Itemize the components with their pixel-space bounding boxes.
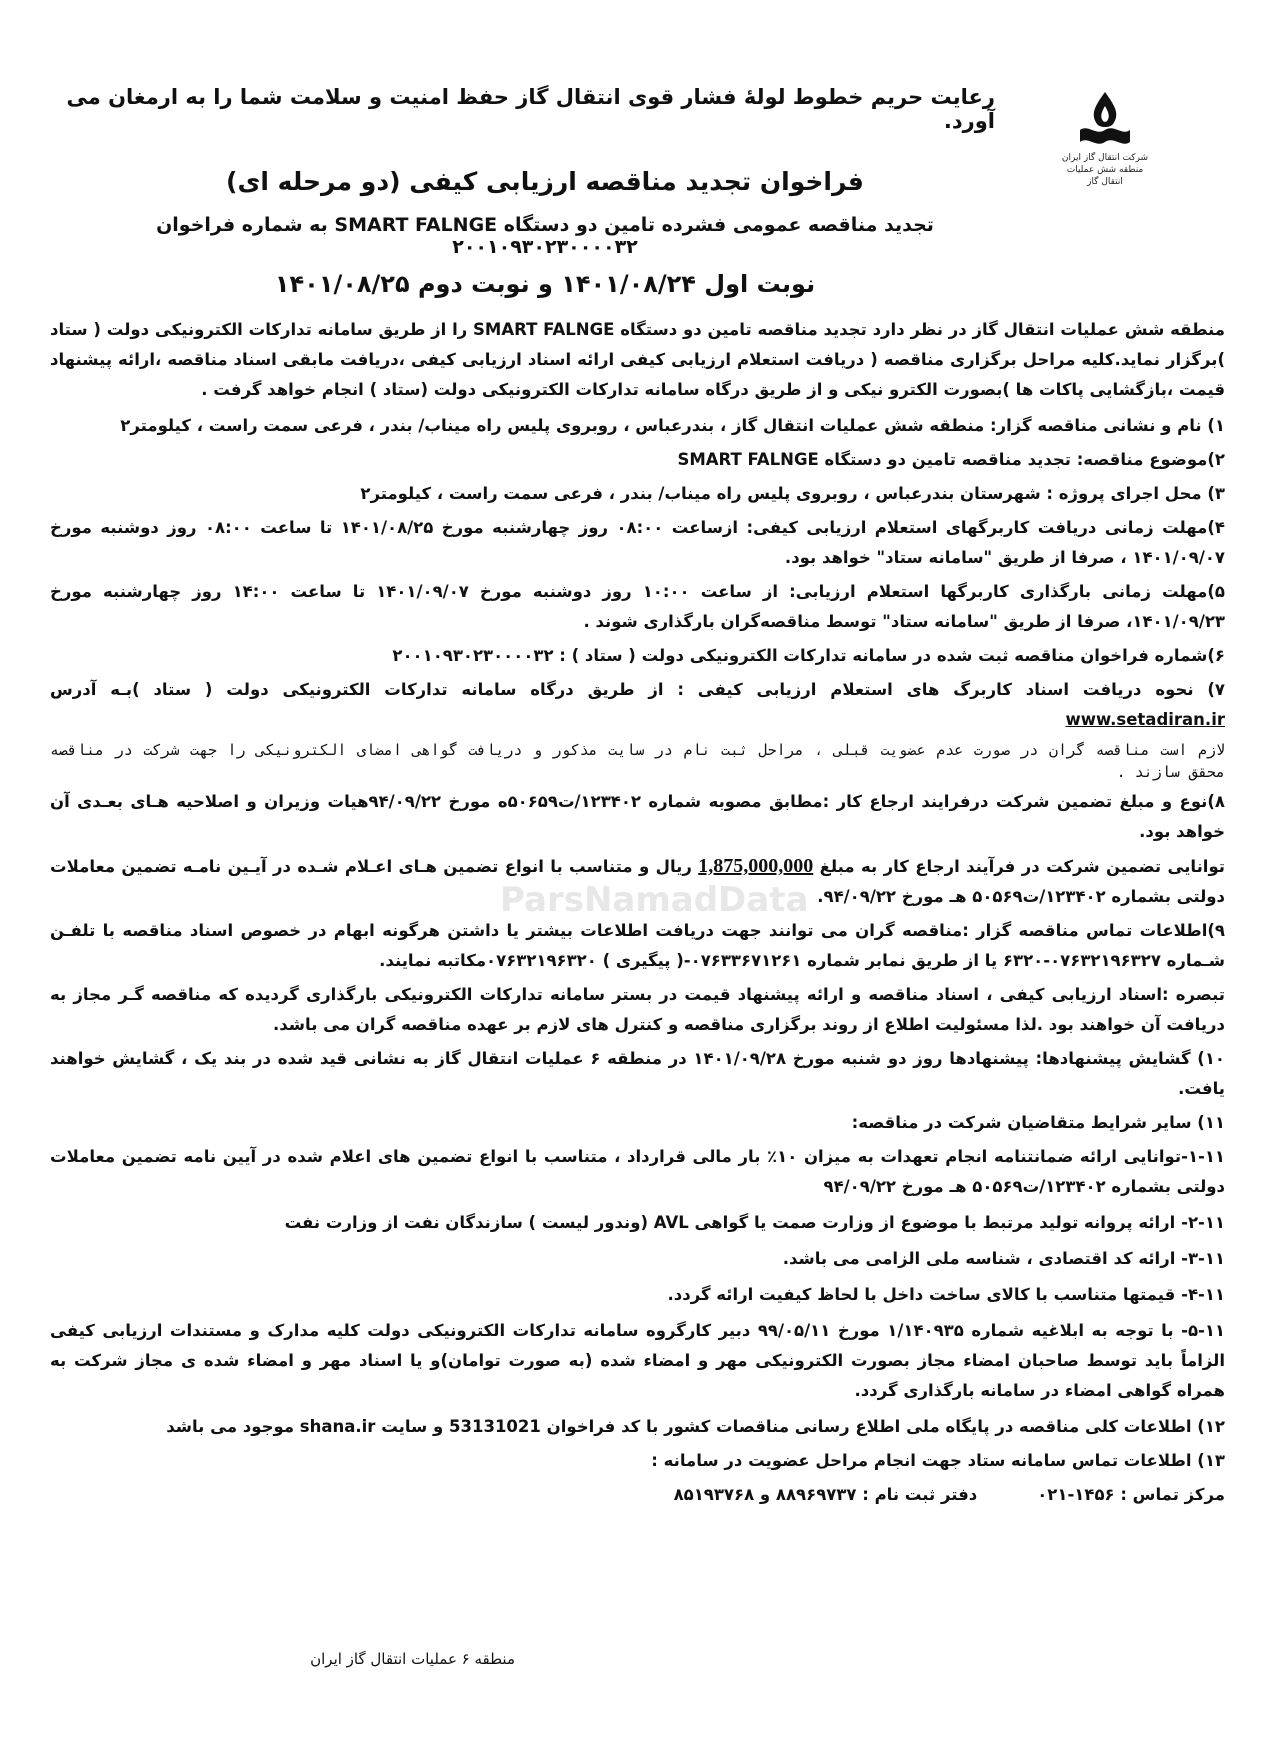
- intro-paragraph: منطقه شش عملیات انتقال گاز در نظر دارد تجدید مناقصه تامین دو دستگاه SMART FALNGE را از طریق سامانه تدارکات الکترونیکی دولت ( ستاد )برگزار نماید.کلیه مراحل برگزاری مناقصه ( دریافت استعلام ارزیابی کیفی ارائه اسناد ارزیابی کیفی ،دریافت مابقی اسناد مناقصه ،ارائه پیشنهاد قیمت ،بازگشایی پاکات ها )بصورت الکترو نیکی و از طریق درگاه سامانه تدارکات الکترونیکی دولت (ستاد ) انجام خواهد گرفت .: [50, 320, 1225, 399]
- item-7-note: لازم است مناقصه گران در صورت عدم عضویت قبلی ، مراحل ثبت نام در سایت مذکور و دریافت گواهی امضای الکترونیکی را جهت شرکت در مناقصه محقق سازند .: [50, 741, 1225, 781]
- item-7-text: ۷) نحوه دریافت اسناد کاربرگ های استعلام ارزیابی کیفی : از طریق درگاه سامانه تدارکات الکترونیکی دولت ( ستاد )بـه آدرس: [50, 680, 1225, 699]
- guarantee-amount: 1,875,000,000: [698, 855, 814, 877]
- guarantee-post-text: ریال و متناسب با انواع تضمین هـای اعـلام شـده در آیـین نامـه تضمین معاملات دولتی بشماره ۱۲۳۴۰۲/ت۵۰۵۶۹ هـ مورخ ۹۴/۰۹/۲۲.: [50, 857, 1225, 906]
- item-11-2: ۲-۱۱- ارائه پروانه تولید مرتبط با موضوع از وزارت صمت یا گواهی AVL (وندور لیست ) سازندگان نفت از وزارت نفت: [284, 1213, 1225, 1232]
- item-6: ۶)شماره فراخوان مناقصه ثبت شده در سامانه تدارکات الکترونیکی دولت ( ستاد ) : ۲۰۰۱۰۹۳۰۲۳۰۰۰۰۳۲: [392, 646, 1225, 665]
- item-5: ۵)مهلت زمانی بارگذاری کاربرگها استعلام ارزیابی: از ساعت ۱۰:۰۰ روز دوشنبه مورخ ۱۴۰۱/۰۹/۰۷ تا ساعت ۱۴:۰۰ روز چهارشنبه مورخ ۱۴۰۱/۰۹/۲۳، صرفا از طریق "سامانه ستاد" توسط مناقصه‌گران بارگذاری شوند .: [50, 582, 1225, 631]
- item-9: ۹)اطلاعات تماس مناقصه گزار :مناقصه گران می توانند جهت دریافت اطلاعات بیشتر یا داشتن هرگونه ابهام در خصوص اسناد مناقصه با تلفـن شـماره ۰۷۶۳۲۱۹۶۳۲۷-۶۳۲۰ یا از طریق نمابر شماره ۰۷۶۳۳۶۷۱۲۶۱-( پیگیری ) ۰۷۶۳۲۱۹۶۳۲۰مکاتبه نمایند.: [50, 921, 1225, 970]
- guarantee-pre-text: توانایی تضمین شرکت در فرآیند ارجاع کار به مبلغ: [819, 857, 1225, 876]
- contact-center: مرکز تماس : ۱۴۵۶-۰۲۱: [1037, 1485, 1225, 1504]
- document-title: فراخوان تجدید مناقصه ارزیابی کیفی (دو مرحله ای): [226, 167, 864, 196]
- item-4: ۴)مهلت زمانی دریافت کاربرگهای استعلام ارزیابی کیفی: ازساعت ۰۸:۰۰ روز چهارشنبه مورخ ۱۴۰۱/۰۸/۲۵ تا ساعت ۰۸:۰۰ روز دوشنبه مورخ ۱۴۰۱/۰۹/۰۷ ، صرفا از طریق "سامانه ستاد" خواهد بود.: [50, 518, 1225, 567]
- footer-signature: منطقه ۶ عملیات انتقال گاز ایران: [310, 1650, 515, 1668]
- watermark: ParsNamadData: [500, 880, 809, 920]
- item-3: ۳) محل اجرای پروژه : شهرستان بندرعباس ، روبروی پلیس راه میناب/ بندر ، فرعی سمت راست ، کیلومتر۲: [360, 484, 1225, 503]
- item-9-note: تبصره :اسناد ارزیابی کیفی ، اسناد مناقصه و ارائه پیشنهاد قیمت در بستر سامانه تدارکات الکترونیکی بارگذاری گردیده که مناقصه گـر مجاز به دریافت آن خواهند بود .لذا مسئولیت اطلاع از روند برگزاری مناقصه و کنترل های لازم بر عهده مناقصه گران می باشد.: [50, 985, 1225, 1034]
- item-13: ۱۳) اطلاعات تماس سامانه ستاد جهت انجام مراحل عضویت در سامانه :: [651, 1451, 1225, 1470]
- item-11: ۱۱) سایر شرایط متقاضیان شرکت در مناقصه:: [851, 1113, 1225, 1132]
- item-10: ۱۰) گشایش پیشنهادها: پیشنهادها روز دو شنبه مورخ ۱۴۰۱/۰۹/۲۸ در منطقه ۶ عملیات انتقال گاز به نشانی قید شده در بند یک ، گشایش خواهند یافت.: [50, 1049, 1226, 1098]
- item-12: ۱۲) اطلاعات کلی مناقصه در پایگاه ملی اطلاع رسانی مناقصات کشور با کد فراخوان 53131021 و سایت shana.ir موجود می باشد: [166, 1417, 1225, 1436]
- gas-flame-logo-icon: [1070, 88, 1140, 152]
- item-11-1: ۱-۱۱-توانایی ارائه ضمانتنامه انجام تعهدات به میزان ۱۰٪ بار مالی قرارداد ، متناسب با انواع تضمین های اعلام شده در آیین نامه تضمین معاملات دولتی بشماره ۱۲۳۴۰۲/ت۵۰۵۶۹ هـ مورخ ۹۴/۰۹/۲۲: [50, 1147, 1225, 1196]
- item-11-4: ۴-۱۱- قیمتها متناسب با کالای ساخت داخل با لحاظ کیفیت ارائه گردد.: [667, 1285, 1225, 1304]
- item-11-3: ۳-۱۱- ارائه کد اقتصادی ، شناسه ملی الزامی می باشد.: [782, 1249, 1225, 1268]
- safety-notice: رعایت حریم خطوط لولۀ فشار قوی انتقال گاز حفظ امنیت و سلامت شما را به ارمغان می آورد.: [66, 85, 995, 133]
- document-header: [65, 85, 1025, 298]
- logo-caption-region: منطقه شش عملیات انتقال گاز: [1066, 165, 1144, 187]
- logo-caption-company: شرکت انتقال گاز ایران: [1061, 153, 1149, 163]
- registration-office: دفتر ثبت نام : ۸۸۹۶۹۷۳۷ و ۸۵۱۹۳۷۶۸: [673, 1485, 978, 1504]
- setadiran-link[interactable]: www.setadiran.ir: [1065, 710, 1225, 729]
- document-subtitle: تجدید مناقصه عمومی فشرده تامین دو دستگاه SMART FALNGE به شماره فراخوان ۲۰۰۱۰۹۳۰۲۳۰۰۰۰۳۲: [156, 214, 934, 258]
- item-1: ۱) نام و نشانی مناقصه گزار: منطقه شش عملیات انتقال گاز ، بندرعباس ، روبروی پلیس راه میناب/ بندر ، فرعی سمت راست ، کیلومتر۲: [120, 416, 1225, 435]
- contact-row: [50, 1480, 1225, 1510]
- item-8: ۸)نوع و مبلغ تضمین شرکت درفرایند ارجاع کار :مطابق مصوبه شماره ۱۲۳۴۰۲/ت۵۰۶۵۹ه مورخ ۹۴/۰۹/۲۲هیات وزیران و اصلاحیه هـای بعـدی آن خواهد بود.: [50, 792, 1225, 841]
- company-logo: [1055, 88, 1155, 188]
- item-2: ۲)موضوع مناقصه: تجدید مناقصه تامین دو دستگاه SMART FALNGE: [677, 450, 1225, 469]
- publication-turns: نوبت اول ۱۴۰۱/۰۸/۲۴ و نوبت دوم ۱۴۰۱/۰۸/۲۵: [274, 270, 816, 298]
- item-11-5: ۵-۱۱- با توجه به ابلاغیه شماره ۱/۱۴۰۹۳۵ مورخ ۹۹/۰۵/۱۱ دبیر کارگروه سامانه تدارکات الکترونیکی دولت کلیه مدارک و مستندات ارزیابی کیفی الزاماً باید توسط صاحبان امضاء مجاز بصورت الکترونیکی مهر و امضاء شده (به صورت توامان)و یا اسناد مهر و امضاء شده ی مجاز شرکت به همراه گواهی امضاء در سامانه بارگذاری گردد.: [50, 1321, 1225, 1400]
- item-7: [50, 675, 1225, 735]
